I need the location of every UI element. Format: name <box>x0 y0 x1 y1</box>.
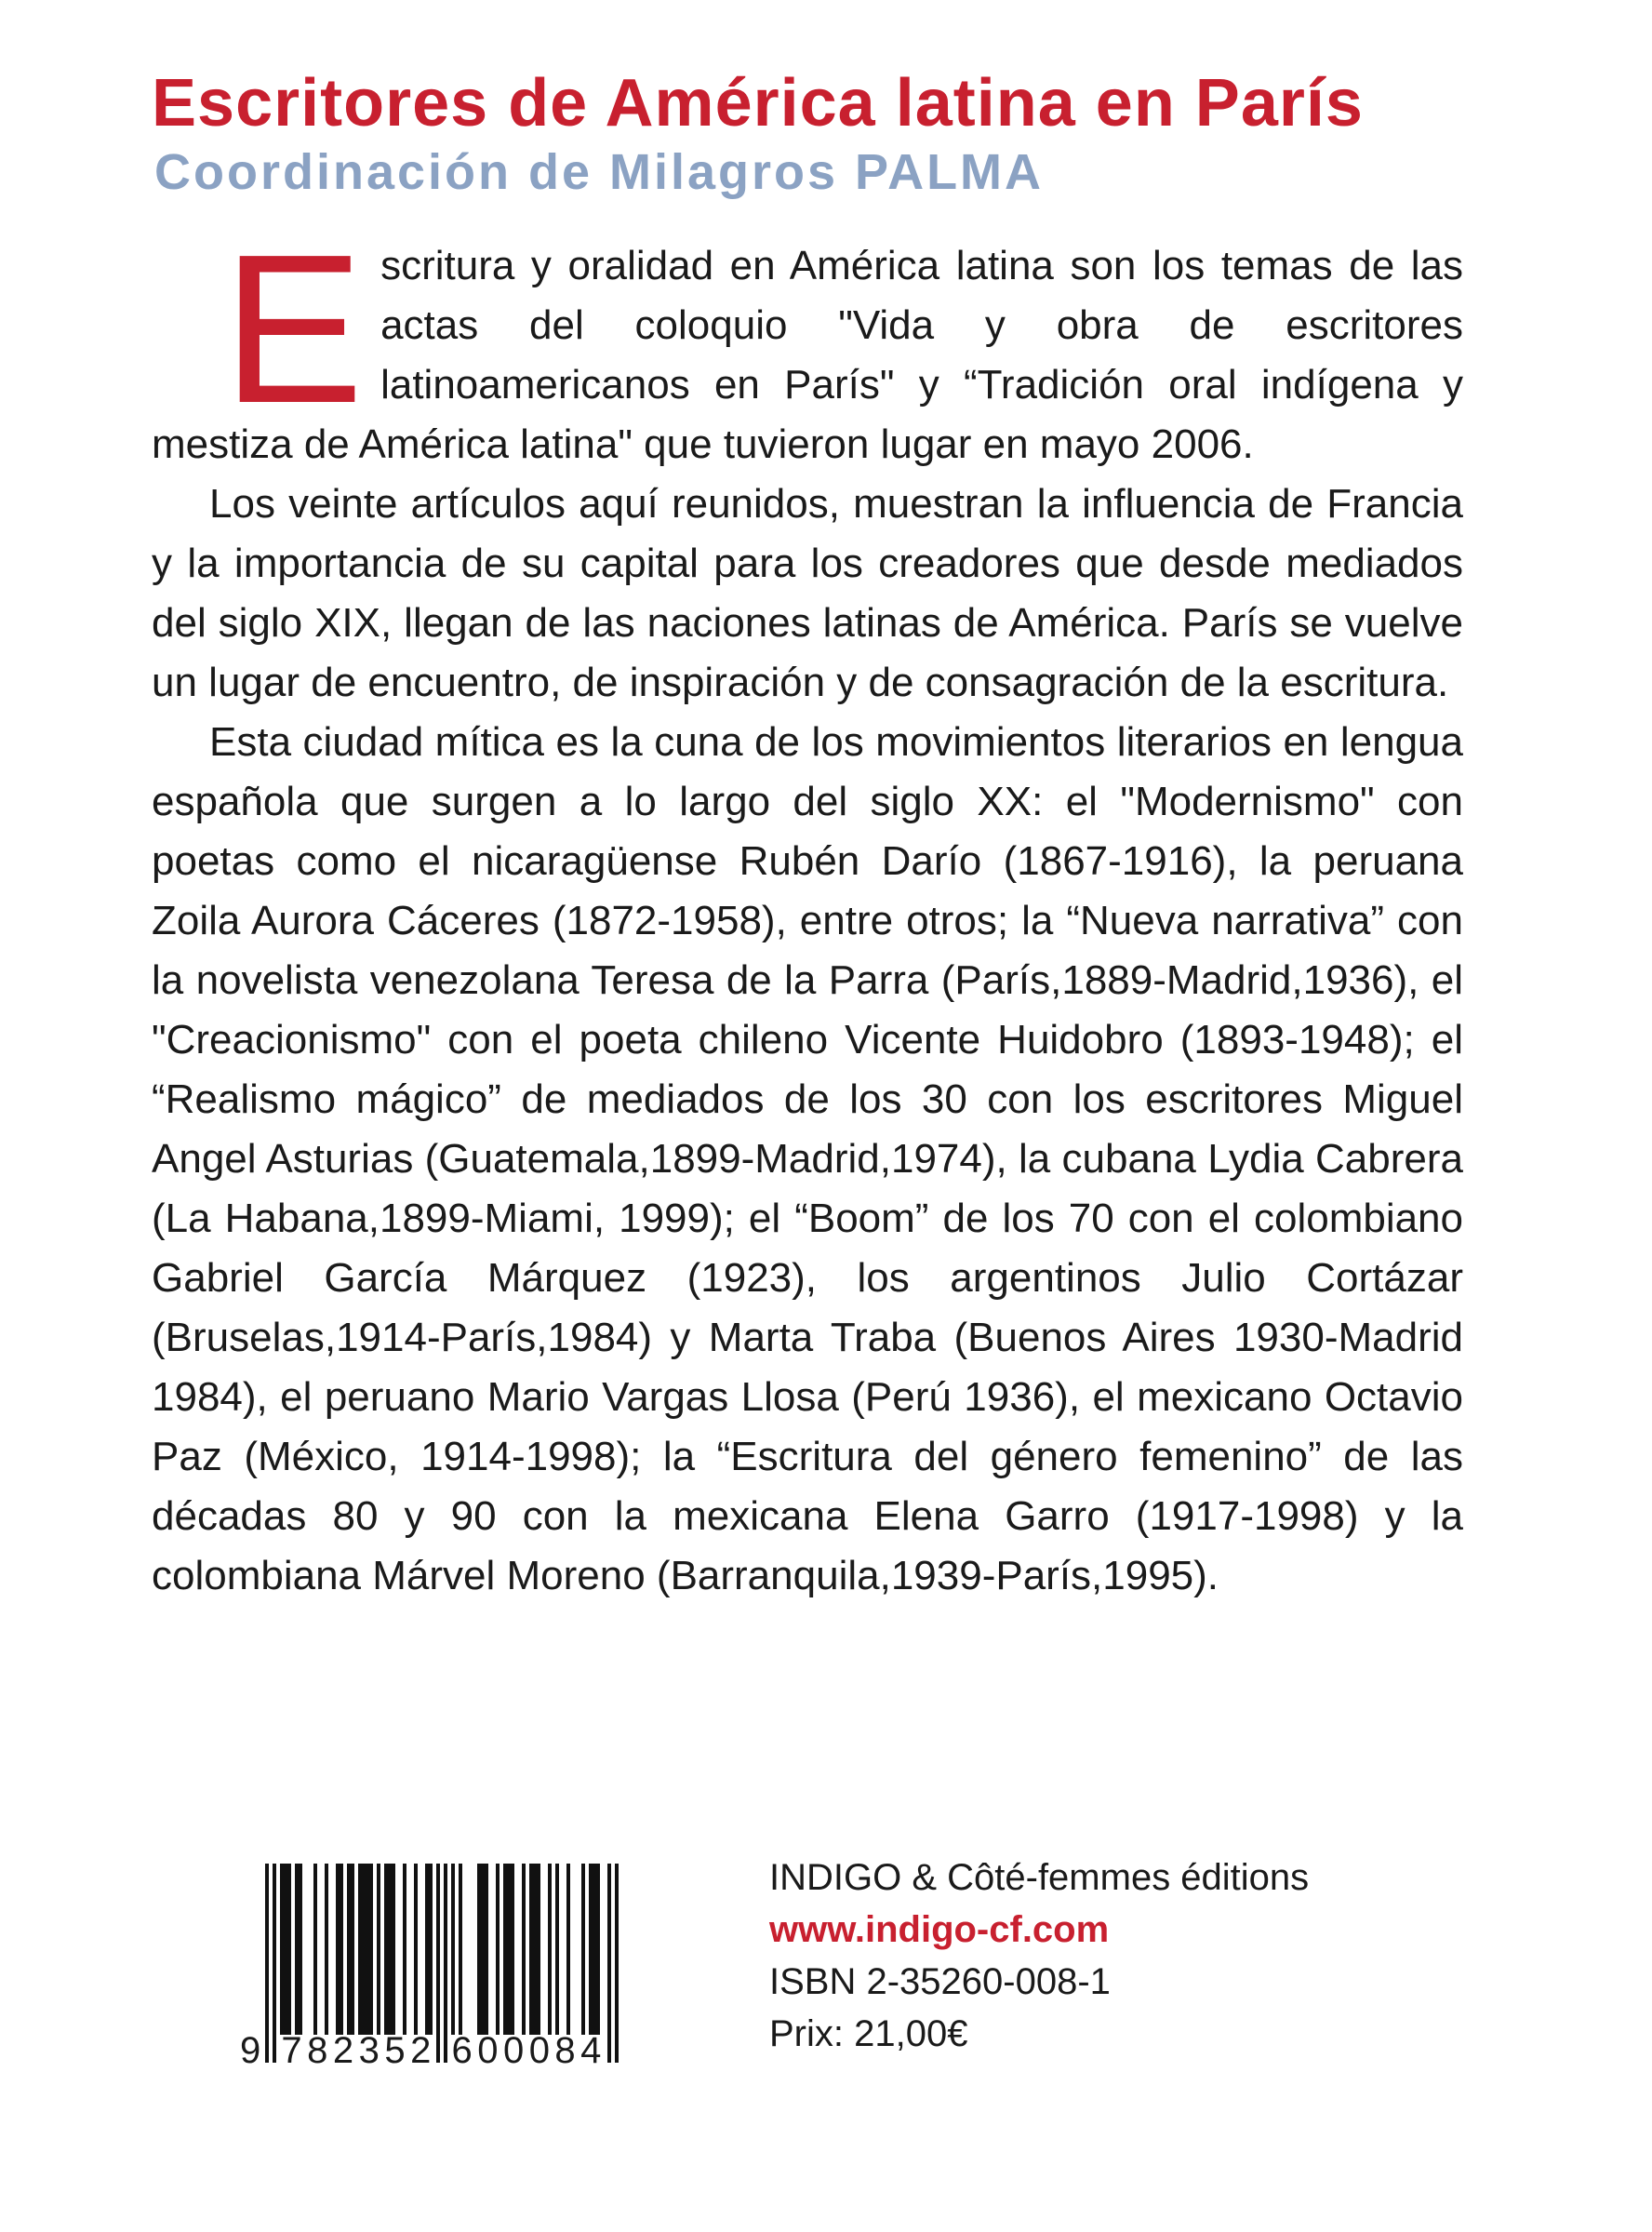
barcode-bar <box>414 1864 418 2035</box>
barcode-bar <box>593 1864 596 2035</box>
barcode-bar <box>280 1864 284 2035</box>
barcode-bar <box>537 1864 540 2035</box>
barcode-bar <box>299 1864 302 2035</box>
blurb-text <box>152 211 1463 1606</box>
barcode-bar <box>313 1864 317 2035</box>
barcode-bar <box>451 1864 455 2035</box>
barcode-bar <box>425 1864 429 2035</box>
barcode-bar <box>284 1864 287 2035</box>
barcode-bar <box>533 1864 537 2035</box>
barcode-bar <box>596 1864 600 2035</box>
barcode-number: 9 782352 600084 <box>240 2030 606 2071</box>
barcode-bar <box>522 1864 526 2035</box>
publisher-name: INDIGO & Côté-femmes éditions <box>769 1857 1310 1898</box>
price-text: Prix: 21,00€ <box>769 2013 968 2054</box>
barcode-bar <box>459 1864 462 2035</box>
barcode-bar <box>566 1864 570 2035</box>
barcode-bar <box>366 1864 369 2035</box>
barcode-bar <box>369 1864 373 2035</box>
barcode-bar <box>295 1864 299 2035</box>
barcode-bar <box>589 1864 593 2035</box>
publisher-info <box>769 1851 1476 2060</box>
barcode-bar <box>548 1864 552 2035</box>
barcode-bar <box>485 1864 488 2035</box>
barcode-bar <box>477 1864 481 2035</box>
blurb-paragraph-1-text: scritura y oralidad en América latina son los temas de las actas del coloquio "Vida y obra de escritores latinoamericanos en París" y “Tradición oral indígena y mestiza de América latina" que tuvieron lugar en mayo 2006. <box>152 243 1463 467</box>
barcode-bar <box>384 1864 388 2035</box>
isbn-text: ISBN 2-35260-008-1 <box>769 1961 1111 2002</box>
publisher-url[interactable]: www.indigo-cf.com <box>769 1909 1110 1950</box>
barcode-bar <box>496 1864 500 2035</box>
barcode-bar <box>481 1864 485 2035</box>
barcode-bar <box>429 1864 433 2035</box>
barcode-bar <box>392 1864 395 2035</box>
barcode-bar <box>529 1864 533 2035</box>
blurb-paragraph-1 <box>152 211 1463 474</box>
barcode-bar <box>325 1864 328 2035</box>
barcode-bar <box>503 1864 507 2035</box>
barcode-bar <box>388 1864 392 2035</box>
drop-cap: E <box>222 211 365 448</box>
blurb-paragraph-3: Esta ciudad mítica es la cuna de los movimientos literarios en lengua española que surgen a lo largo del siglo XX: el "Modernismo" con poetas como el nicaragüense Rubén Darío (1867-1916), la peruana Zoila Aurora Cáceres (1872-1958), entre otros; la “Nueva narrativa” con la novelista venezolana Teresa de la Parra (París,1889-Madrid,1936), el "Creacionismo" con el poeta chileno Vicente Huidobro (1893-1948); el “Realismo mágico” de mediados de los 30 con los escritores Miguel Angel Asturias (Guatemala,1899-Madrid,1974), la cubana Lydia Cabrera (La Habana,1899-Miami, 1999); el “Boom” de los 70 con el colombiano Gabriel García Márquez (1923), los argentinos Julio Cortázar (Bruselas,1914-París,1984) y Marta Traba (Buenos Aires 1930-Madrid 1984), el peruano Mario Vargas Llosa (Perú 1936), el mexicano Octavio Paz (México, 1914-1998); la “Escritura del género femenino” de las décadas 80 y 90 con la mexicana Elena Garro (1917-1998) y la colombiana Márvel Moreno (Barranquila,1939-París,1995). <box>152 719 1463 1598</box>
barcode-bar <box>511 1864 514 2035</box>
barcode-bar <box>347 1864 351 2035</box>
barcode-bar <box>336 1864 340 2035</box>
barcode-bar <box>287 1864 291 2035</box>
barcode-bar <box>362 1864 366 2035</box>
barcode-bar <box>358 1864 362 2035</box>
barcode-bar <box>340 1864 343 2035</box>
book-title: Escritores de América latina en París <box>152 66 1364 140</box>
barcode-bar <box>403 1864 406 2035</box>
book-coordinator: Coordinación de Milagros PALMA <box>154 144 1045 200</box>
blurb-paragraph-2: Los veinte artículos aquí reunidos, muestran la influencia de Francia y la importancia de su capital para los creadores que desde mediados del siglo XIX, llegan de las naciones latinas de América. París se vuelve un lugar de encuentro, de inspiración y de consagración de la escritura. <box>152 481 1463 705</box>
barcode-bar <box>377 1864 380 2035</box>
barcode-bar <box>581 1864 585 2035</box>
barcode-bar <box>351 1864 354 2035</box>
barcode-bar <box>507 1864 511 2035</box>
barcode-bar <box>555 1864 559 2035</box>
